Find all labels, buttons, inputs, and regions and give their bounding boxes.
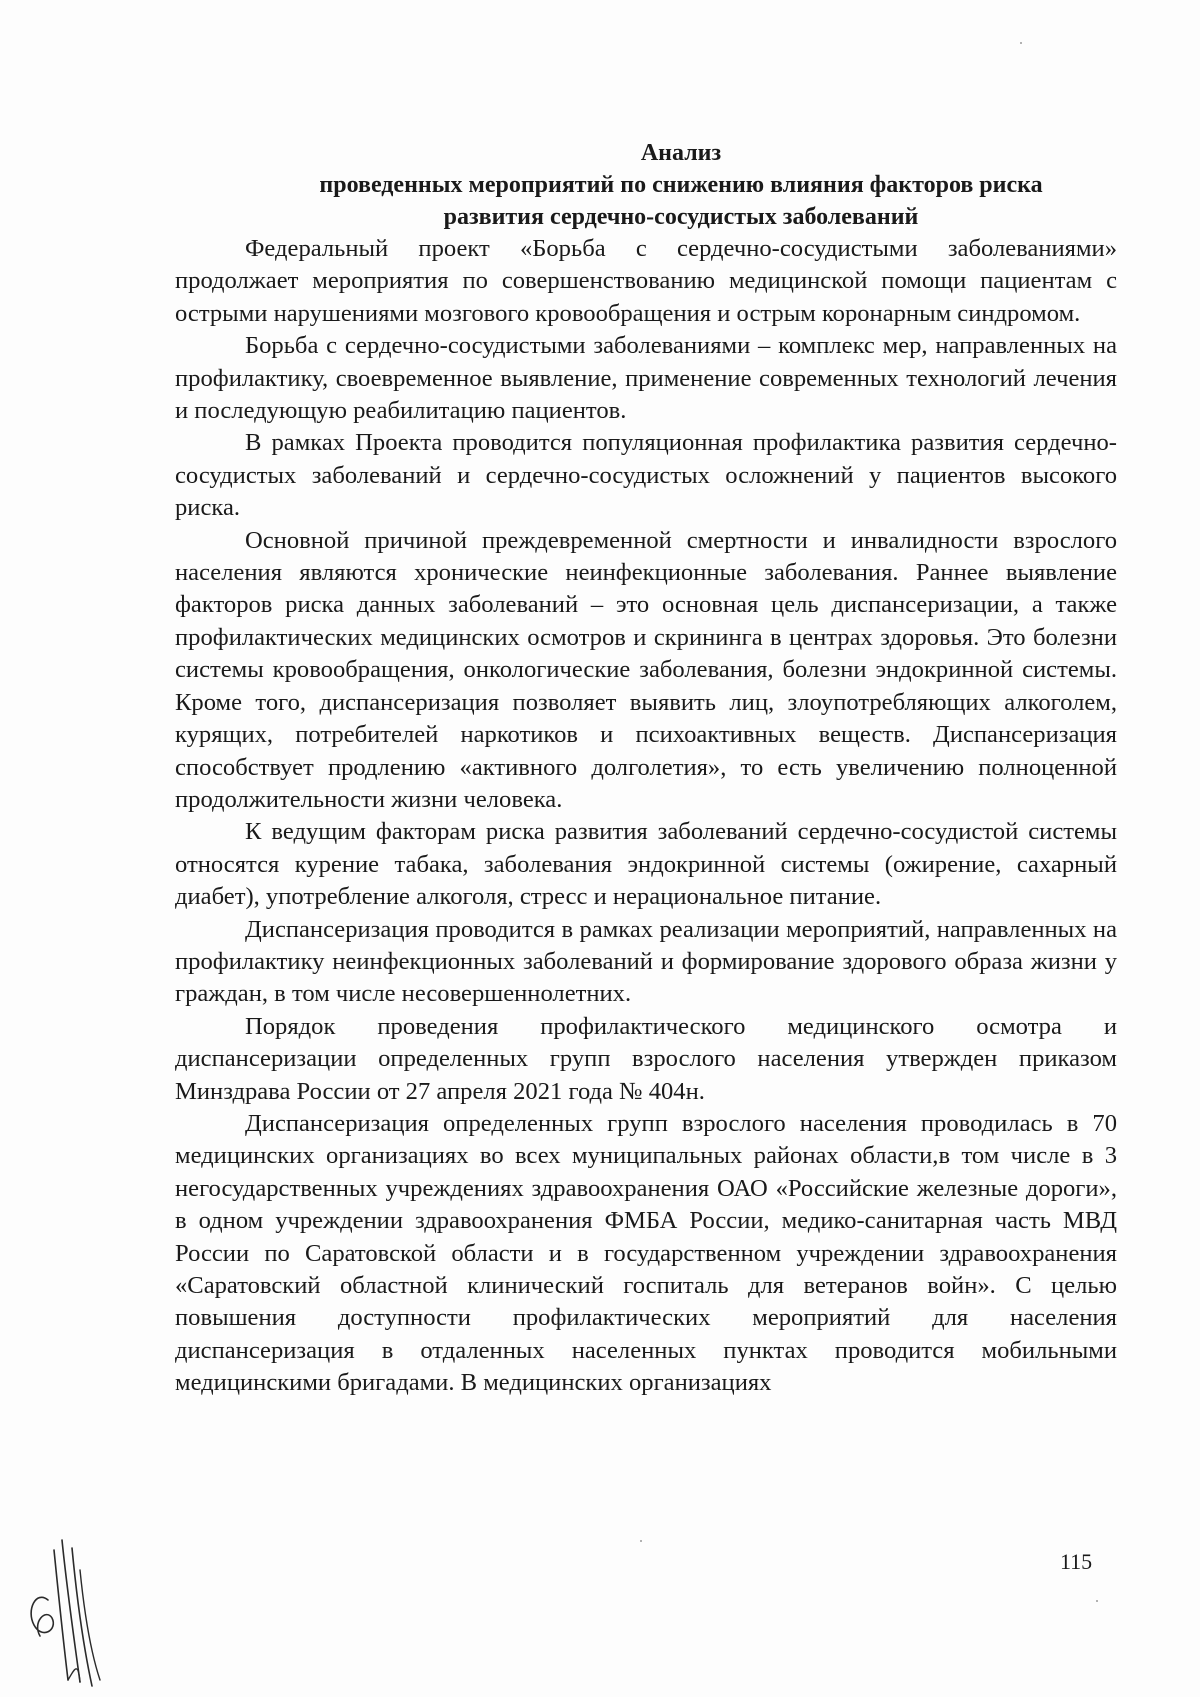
paragraph-population-prevention: В рамках Проекта проводится популяционная профилактика развития сердечно-сосудистых заболеваний и сердечно-сосудистых осложнений у пациентов высокого риска. [175, 429, 1117, 522]
page-number: 115 [1060, 1549, 1093, 1574]
paragraph-risk-factors: К ведущим факторам риска развития заболеваний сердечно-сосудистой системы относятся курение табака, заболевания эндокринной системы (ожирение, сахарный диабет), употребление алкоголя, стресс и нерациональное питание. [175, 818, 1117, 911]
scan-speck [1096, 1600, 1098, 1602]
paragraph-cvd-fight: Борьба с сердечно-сосудистыми заболеваниями – комплекс мер, направленных на профилактику, своевременное выявление, применение современных технологий лечения и последующую реабилитацию пациентов. [175, 332, 1117, 425]
scan-speck [640, 1540, 642, 1542]
paragraph-organizations: Диспансеризация определенных групп взрослого населения проводилась в 70 медицинских организациях во всех муниципальных районах области,в том числе в 3 негосударственных учреждениях здравоохранения ОАО «Российские железные дороги», в одном учреждении здравоохранения ФМБА России, медико-санитарная часть МВД России по Саратовской области и в государственном учреждении здравоохранения «Саратовский областной клинический госпиталь для ветеранов войн». С целью повышения доступности профилактических мероприятий для населения диспансеризация в отдаленных населенных пунктах проводится мобильными медицинскими бригадами. В медицинских организациях [175, 1109, 1117, 1397]
heading-line-subject: проведенных мероприятий по снижению влияния факторов риска [319, 172, 1043, 198]
document-body [175, 137, 1117, 1400]
document-heading [175, 137, 1117, 233]
paragraph-dispensary-scope: Диспансеризация проводится в рамках реализации мероприятий, направленных на профилактику неинфекционных заболеваний и формирование здорового образа жизни у граждан, в том числе несовершеннолетних. [175, 915, 1117, 1008]
paragraph-order: Порядок проведения профилактического медицинского осмотра и диспансеризации определенных групп взрослого населения утвержден приказом Минздрава России от 27 апреля 2021 года № 404н. [175, 1012, 1117, 1105]
paragraph-federal-project: Федеральный проект «Борьба с сердечно-сосудистыми заболеваниями» продолжает мероприятия по совершенствованию медицинской помощи пациентам с острыми нарушениями мозгового кровообращения и острым коронарным синдромом. [175, 235, 1117, 327]
heading-line-title: Анализ [640, 140, 722, 166]
heading-line-topic: развития сердечно-сосудистых заболеваний [443, 204, 919, 230]
handwritten-signature-icon [18, 1530, 108, 1690]
paragraph-mortality-causes: Основной причиной преждевременной смертности и инвалидности взрослого населения являются хронические неинфекционные заболевания. Раннее выявление факторов риска данных заболеваний – это основная цель диспансеризации, а также профилактических медицинских осмотров и скрининга в центрах здоровья. Это болезни системы кровообращения, онкологические заболевания, болезни эндокринной системы. Кроме того, диспансеризация позволяет выявить лиц, злоупотребляющих алкоголем, курящих, потребителей наркотиков и психоактивных веществ. Диспансеризация способствует продлению «активного долголетия», то есть увеличению полноценной продолжительности жизни человека. [175, 526, 1117, 813]
scan-speck [1020, 42, 1022, 44]
